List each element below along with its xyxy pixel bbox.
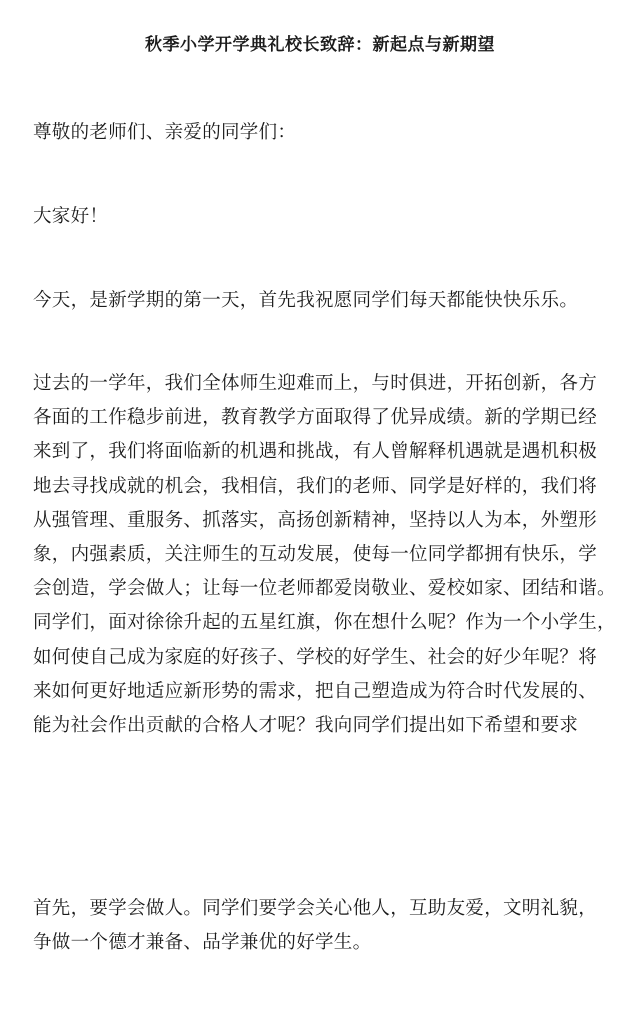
paragraph-line: 地去寻找成就的机会，我相信，我们的老师、同学是好样的，我们将 (33, 475, 598, 497)
paragraph-line: 来到了，我们将面临新的机遇和挑战，有人曾解释机遇就是遇机积极 (33, 441, 598, 463)
document-title: 秋季小学开学典礼校长致辞：新起点与新期望 (145, 35, 495, 55)
paragraph-line: 首先，要学会做人。同学们要学会关心他人，互助友爱，文明礼貌， (33, 898, 598, 919)
paragraph-line: 各面的工作稳步前进，教育教学方面取得了优异成绩。新的学期已经 (33, 407, 598, 429)
paragraph-line: 如何使自己成为家庭的好孩子、学校的好学生、社会的好少年呢？将 (33, 646, 598, 668)
paragraph-line: 象，内强素质，关注师生的互动发展，使每一位同学都拥有快乐，学 (33, 543, 598, 565)
greeting (33, 200, 613, 234)
greeting-line: 大家好！ (33, 206, 109, 227)
paragraph-line: 会创造，学会做人；让每一位老师都爱岗敬业、爱校如家、团结和谐。 (33, 578, 616, 600)
paragraph-line: 来如何更好地适应新形势的需求，把自己塑造成为符合时代发展的、 (33, 680, 598, 702)
paragraph-line: 从强管理、重服务、抓落实，高扬创新精神，坚持以人为本，外塑形 (33, 509, 598, 531)
salutation-line: 尊敬的老师们、亲爱的同学们： (33, 122, 297, 143)
paragraph-line: 同学们，面对徐徐升起的五星红旗，你在想什么呢？作为一个小学生， (33, 612, 616, 634)
main-paragraph (33, 367, 616, 743)
paragraph-line: 争做一个德才兼备、品学兼优的好学生。 (33, 932, 372, 954)
paragraph-line: 过去的一学年，我们全体师生迎难而上，与时俱进，开拓创新，各方 (33, 373, 598, 394)
salutation (33, 116, 613, 150)
paragraph-line: 能为社会作出贡献的合格人才呢？我向同学们提出如下希望和要求 (33, 714, 579, 736)
opening-paragraph (33, 284, 613, 318)
first-point-paragraph (33, 892, 613, 960)
opening-line: 今天，是新学期的第一天，首先我祝愿同学们每天都能快快乐乐。 (33, 290, 579, 311)
